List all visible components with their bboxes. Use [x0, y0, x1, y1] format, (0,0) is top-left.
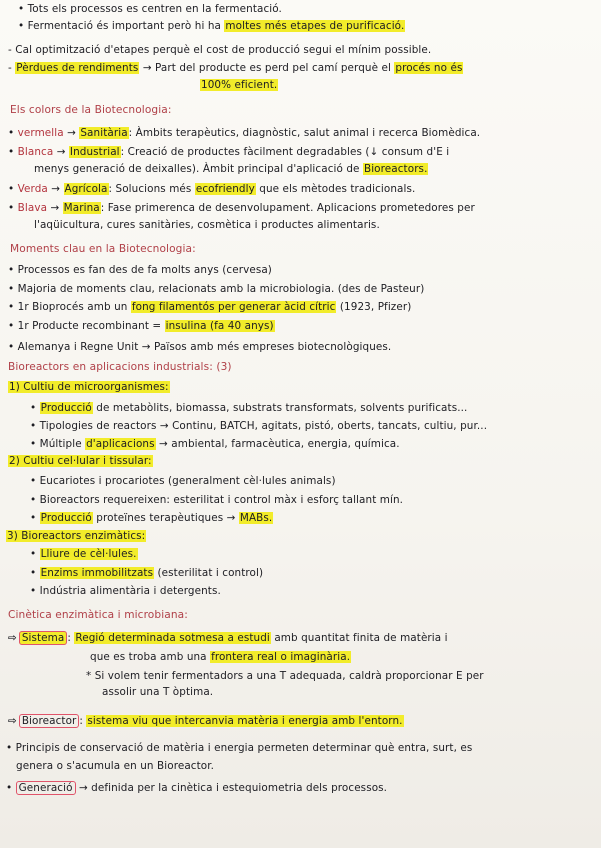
note-line: • Fermentació és important però hi ha moltes més etapes de purificació.: [18, 20, 405, 32]
color-item: • vermella → Sanitària: Àmbits terapèutics, diagnòstic, salut animal i recerca Biomèdica.: [8, 127, 481, 139]
note-line: 100% eficient.: [201, 79, 278, 91]
moment-item: • Processos es fan des de fa molts anys (cervesa): [8, 264, 272, 276]
list-item: • Lliure de cèl·lules.: [30, 548, 137, 560]
list-item: • Indústria alimentària i detergents.: [30, 585, 221, 597]
principle-line: • Principis de conservació de matèria i energia permeten determinar què entra, surt, es: [6, 742, 473, 754]
section-heading: Bioreactors en aplicacions industrials: (3): [8, 361, 232, 373]
note-line: • Tots els processos es centren en la fermentació.: [18, 3, 282, 15]
section-heading: Cinètica enzimàtica i microbiana:: [8, 609, 188, 621]
color-item: • Blava → Marina: Fase primerenca de desenvolupament. Aplicacions prometedores per: [8, 202, 475, 214]
color-item: • Blanca → Industrial: Creació de productes fàcilment degradables (↓ consum d'E i: [8, 146, 450, 158]
subsection-title: 2) Cultiu cel·lular i tissular:: [9, 455, 152, 467]
principle-line: • Generació → definida per la cinètica i estequiometria dels processos.: [6, 782, 388, 794]
definition-line: ⇨ Bioreactor : sistema viu que intercanvia matèria i energia amb l'entorn.: [8, 715, 403, 727]
list-item: • Eucariotes i procariotes (generalment cèl·lules animals): [30, 475, 336, 487]
moment-item: • 1r Producte recombinant = insulina (fa 40 anys): [8, 320, 274, 332]
list-item: • Enzims immobilitzats (esterilitat i control): [30, 567, 264, 579]
list-item: • Tipologies de reactors → Continu, BATCH, agitats, pistó, oberts, tancats, cultiu, pur...: [30, 420, 488, 432]
list-item: • Producció de metabòlits, biomassa, substrats transformats, solvents purificats...: [30, 402, 468, 414]
note-line: - Cal optimització d'etapes perquè el cost de producció segui el mínim possible.: [8, 44, 432, 56]
color-item-cont: menys generació de deixalles). Àmbit principal d'aplicació de Bioreactors.: [34, 163, 428, 175]
definition-line: * Si volem tenir fermentadors a una T adequada, caldrà proporcionar E per: [86, 670, 484, 682]
principle-line: genera o s'acumula en un Bioreactor.: [16, 760, 215, 772]
section-heading: Moments clau en la Biotecnologia:: [10, 243, 196, 255]
moment-item: • 1r Bioprocés amb un fong filamentós per generar àcid cítric (1923, Pfizer): [8, 301, 412, 313]
definition-line: ⇨ Sistema : Regió determinada sotmesa a estudi amb quantitat finita de matèria i: [8, 632, 448, 644]
arrow-right-icon: ⇨: [8, 715, 17, 727]
subsection-title: 3) Bioreactors enzimàtics:: [7, 530, 146, 542]
arrow-right-icon: ⇨: [8, 632, 17, 644]
note-line: - Pèrdues de rendiments → Part del producte es perd pel camí perquè el procés no és: [8, 62, 463, 74]
section-heading: Els colors de la Biotecnologia:: [10, 104, 172, 116]
definition-line: assolir una T òptima.: [102, 686, 214, 698]
moment-item: • Majoria de moments clau, relacionats amb la microbiologia. (des de Pasteur): [8, 283, 425, 295]
list-item: • Producció proteïnes terapèutiques → MABs.: [30, 512, 273, 524]
list-item: • Bioreactors requereixen: esterilitat i control màx i esforç tallant mín.: [30, 494, 404, 506]
moment-item: • Alemanya i Regne Unit → Països amb més empreses biotecnològiques.: [8, 341, 392, 353]
definition-line: que es troba amb una frontera real o imaginària.: [90, 651, 351, 663]
color-item-cont: l'aqüicultura, cures sanitàries, cosmètica i productes alimentaris.: [34, 219, 380, 231]
color-item: • Verda → Agrícola: Solucions més ecofriendly que els mètodes tradicionals.: [8, 183, 416, 195]
subsection-title: 1) Cultiu de microorganismes:: [9, 381, 169, 393]
list-item: • Múltiple d'aplicacions → ambiental, farmacèutica, energia, química.: [30, 438, 400, 450]
